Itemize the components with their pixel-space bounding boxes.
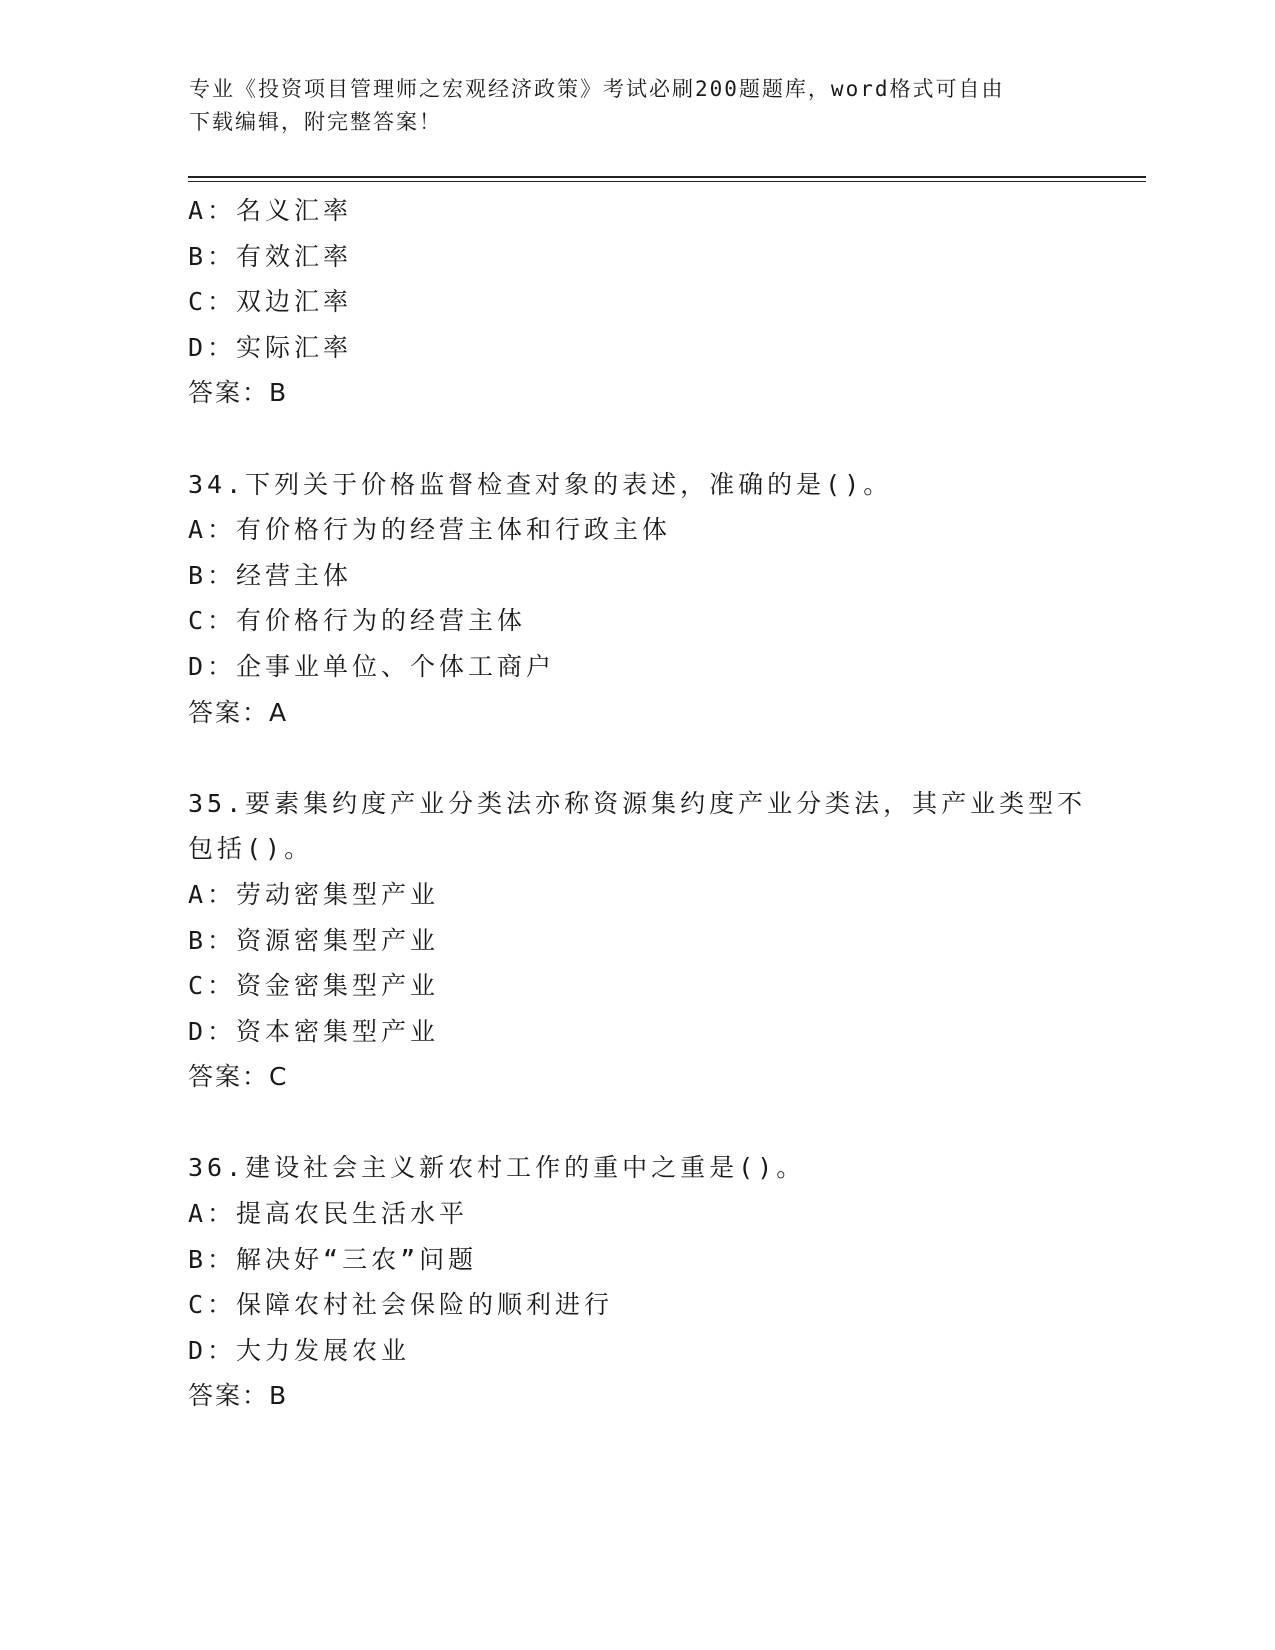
question-stem: 35.要素集约度产业分类法亦称资源集约度产业分类法，其产业类型不 xyxy=(188,788,1087,818)
option-c: C：保障农村社会保险的顺利进行 xyxy=(188,1290,614,1320)
option-c: C：有价格行为的经营主体 xyxy=(188,606,527,636)
question-block xyxy=(188,781,1088,1100)
option-c: C：资金密集型产业 xyxy=(188,971,440,1001)
option-b: B：经营主体 xyxy=(188,560,353,590)
block-spacer xyxy=(188,735,1088,781)
option-b: B：有效汇率 xyxy=(188,241,353,271)
question-stem-continued: 包括()。 xyxy=(188,834,314,864)
option-b: B：资源密集型产业 xyxy=(188,925,440,955)
option-a: A：劳动密集型产业 xyxy=(188,879,440,909)
option-d: D：企事业单位、个体工商户 xyxy=(188,651,556,681)
option-a: A：名义汇率 xyxy=(188,196,353,225)
question-block xyxy=(188,462,1088,736)
option-d: D：资本密集型产业 xyxy=(188,1016,440,1046)
header-line-2: 下载编辑，附完整答案！ xyxy=(189,110,442,134)
answer-line: 答案：B xyxy=(188,1381,289,1411)
question-block xyxy=(188,1145,1088,1419)
option-d: D：实际汇率 xyxy=(188,332,353,362)
header-line-1: 专业《投资项目管理师之宏观经济政策》考试必刷200题题库，word格式可自由 xyxy=(189,77,1005,101)
header-divider-bottom xyxy=(188,181,1146,182)
header-divider-top xyxy=(188,176,1146,178)
document-header xyxy=(189,73,1089,139)
option-a: A：提高农民生活水平 xyxy=(188,1199,469,1229)
option-d: D：大力发展农业 xyxy=(188,1335,411,1365)
option-c: C：双边汇率 xyxy=(188,287,353,317)
answer-line: 答案：C xyxy=(188,1062,289,1092)
question-block xyxy=(188,188,1088,416)
answer-line: 答案：B xyxy=(188,378,289,408)
question-stem: 34.下列关于价格监督检查对象的表述，准确的是()。 xyxy=(188,469,893,499)
option-b: B：解决好“三农”问题 xyxy=(188,1244,478,1274)
question-list xyxy=(188,188,1088,1419)
option-a: A：有价格行为的经营主体和行政主体 xyxy=(188,515,672,545)
answer-line: 答案：A xyxy=(188,697,289,727)
block-spacer xyxy=(188,1100,1088,1146)
block-spacer xyxy=(188,416,1088,462)
question-stem: 36.建设社会主义新农村工作的重中之重是()。 xyxy=(188,1153,806,1183)
